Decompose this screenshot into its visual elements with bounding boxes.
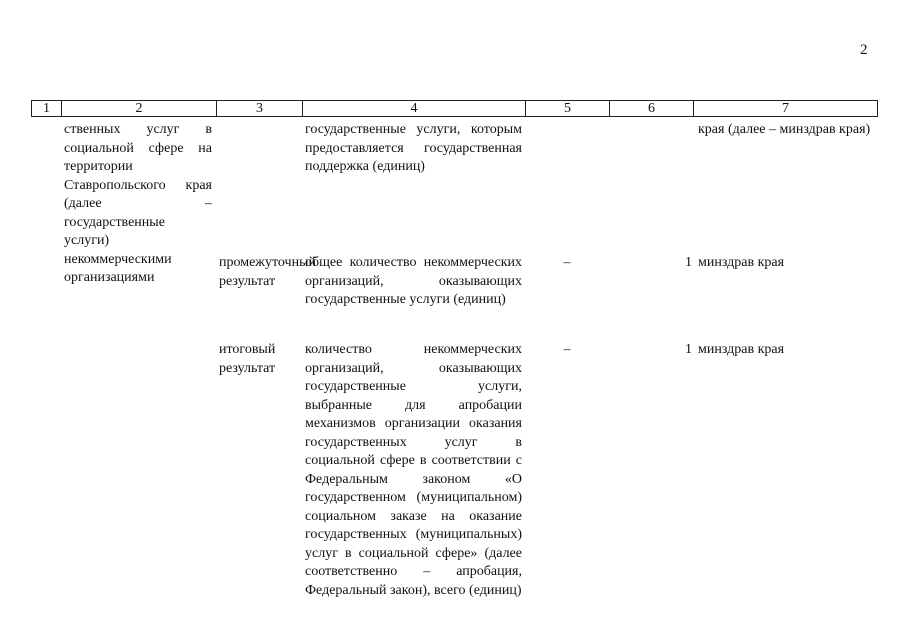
header-col-3: 3 xyxy=(217,101,303,117)
page-number: 2 xyxy=(860,42,868,58)
header-col-1: 1 xyxy=(32,101,62,117)
row1-indicator-name: государственные услуги, которым предоставляется государственная поддержка (единиц) xyxy=(305,122,522,174)
row3-base-value: – xyxy=(563,342,571,357)
row2-indicator-name: общее количество некоммерческих организаций, оказывающих государственные услуги (единиц) xyxy=(305,255,522,307)
row2-target-value: 1 xyxy=(685,255,692,270)
row3-target-value: 1 xyxy=(685,342,692,357)
row2-responsible: минздрав края xyxy=(698,255,785,270)
row3-responsible: минздрав края xyxy=(698,342,785,357)
header-row xyxy=(32,101,878,117)
row3-result-type: итоговый результат xyxy=(219,342,276,376)
header-col-6: 6 xyxy=(610,101,694,117)
row1-responsible: края (далее – минздрав края) xyxy=(698,122,871,137)
header-col-5: 5 xyxy=(526,101,610,117)
row2-result-type: промежуточный результат xyxy=(219,255,316,289)
header-col-7: 7 xyxy=(694,101,878,117)
row2-base-value: – xyxy=(563,255,571,270)
row1-task-name: ственных услуг в социальной сфере на территории Ставропольского края (далее – государственные услуги) некоммерческими организациями xyxy=(64,122,212,285)
header-col-2: 2 xyxy=(62,101,217,117)
row3-indicator-name: количество некоммерческих организаций, оказывающих государственные услуги, выбранные для апробации механизмов организации оказания государственных услуг в социальной сфере в соответствии с Федеральным законом «О государственном (муниципальном) социальном заказе на оказание государственных (муниципальных) услуг в социальной сфере» (далее соответственно – апробация, Федеральный закон), всего (единиц) xyxy=(305,342,522,598)
header-col-4: 4 xyxy=(303,101,526,117)
column-number-header xyxy=(31,100,878,117)
